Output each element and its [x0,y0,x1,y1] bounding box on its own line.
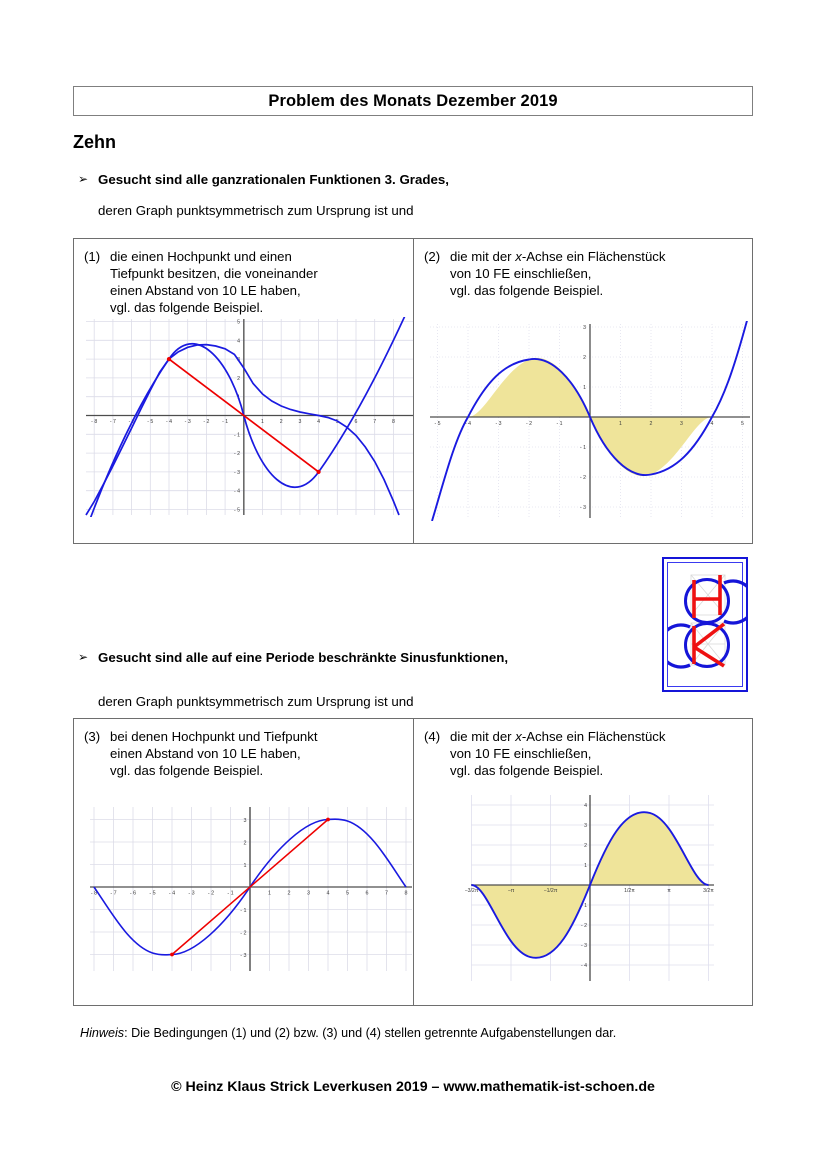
svg-text:- 3: - 3 [579,505,586,512]
condition-1-text [84,248,405,317]
svg-text:- 3: - 3 [495,421,502,428]
condition-3-text [84,728,405,779]
svg-text:3: 3 [583,325,586,332]
chart-2-y-ticklabels [580,325,586,511]
svg-text:- 3: - 3 [233,469,240,476]
conditions-table-2 [73,718,753,1006]
bullet-2-text: Gesucht sind alle auf eine Periode beschränkte Sinusfunktionen, [98,650,509,665]
svg-text:1: 1 [584,863,587,870]
hks-logo-inner-border [667,562,743,687]
condition-2-line-2: von 10 FE einschließen, [450,266,592,282]
chart-4-wrapper [424,785,744,985]
svg-text:- 2: - 2 [525,421,533,428]
condition-4-lines [450,728,744,779]
svg-text:1: 1 [237,394,240,401]
condition-3-lines [110,728,405,779]
svg-text:3: 3 [243,818,247,825]
svg-text:- 6: - 6 [128,418,135,425]
svg-text:- 4: - 4 [168,890,176,897]
condition-2-text [424,248,744,299]
chart-1-cubic-curve-smooth [86,317,409,517]
condition-2-number: (2) [424,249,441,264]
chart-1-wrapper [84,317,405,517]
condition-2-line-1-italic: x [515,249,522,264]
chart-3-marker-maximum [326,818,330,822]
condition-1-lines [110,248,405,317]
hks-logo-box [662,557,748,692]
svg-text:1: 1 [583,385,586,392]
bullet-arrow-icon-2: ➢ [78,650,89,664]
svg-text:- 5: - 5 [434,421,441,428]
svg-text:1: 1 [261,418,264,425]
svg-text:- 5: - 5 [149,890,156,897]
svg-text:- 3: - 3 [580,943,587,950]
svg-text:- 3: - 3 [184,418,191,425]
page-title: Problem des Monats Dezember 2019 [268,91,558,110]
svg-text:−3/2π: −3/2π [464,888,479,895]
svg-text:2: 2 [237,375,240,382]
svg-text:- 1: - 1 [240,908,247,915]
svg-text:- 4: - 4 [165,418,173,425]
svg-text:4: 4 [237,337,240,344]
chart-3-marker-minimum [170,953,174,957]
svg-text:6: 6 [354,418,358,425]
document-title-box [73,86,753,116]
condition-2-line-3: vgl. das folgende Beispiel. [450,283,604,299]
svg-text:- 2: - 2 [203,418,210,425]
svg-text:- 1: - 1 [580,903,587,910]
svg-text:3: 3 [237,356,240,363]
svg-text:- 5: - 5 [147,418,154,425]
chart-4-shaded-area-right [590,813,709,886]
svg-text:π: π [667,888,671,895]
note-rest: : Die Bedingungen (1) und (2) bzw. (3) und (4) stellen getrennte Aufgabenstellungen dar. [124,1026,617,1040]
svg-text:- 1: - 1 [579,445,586,452]
page-footer: © Heinz Klaus Strick Leverkusen 2019 – www.mathematik-ist-schoen.de [171,1079,655,1095]
svg-text:- 1: - 1 [556,421,563,428]
condition-2-line-1a: die mit der [450,249,516,264]
svg-text:2: 2 [649,421,653,428]
svg-text:3: 3 [298,418,302,425]
svg-text:- 1: - 1 [233,431,240,438]
section-headline: Zehn [73,132,116,152]
svg-text:1: 1 [243,863,247,870]
chart-1-cubic-curve [86,344,399,514]
bullet-1-subline: deren Graph punktsymmetrisch zum Ursprung ist und [98,203,414,218]
condition-4-text [424,728,744,779]
svg-text:3/2π: 3/2π [703,888,714,895]
condition-1-line-1: die einen Hochpunkt und einen [110,249,292,264]
svg-text:4: 4 [584,803,587,810]
svg-text:- 6: - 6 [129,890,137,897]
svg-text:7: 7 [385,890,388,897]
svg-text:2: 2 [279,418,283,425]
svg-text:4: 4 [710,421,714,428]
svg-text:- 1: - 1 [222,418,229,425]
condition-4-line-3: vgl. das folgende Beispiel. [450,763,604,779]
hks-logo [668,563,746,690]
chart-1-y-ticklabels [234,319,240,513]
svg-text:−1/2π: −1/2π [543,888,558,895]
condition-3-number: (3) [84,729,101,744]
condition-3-line-2: einen Abstand von 10 LE haben, [110,746,301,762]
condition-3-line-1: bei denen Hochpunkt und Tiefpunkt [110,729,318,744]
svg-text:- 8: - 8 [91,418,98,425]
svg-text:−π: −π [507,888,515,895]
condition-1-number: (1) [84,249,101,264]
svg-text:- 8: - 8 [90,890,98,897]
note-text [80,1026,616,1040]
condition-cell-4 [413,719,752,1005]
svg-text:- 2: - 2 [580,923,587,930]
svg-text:8: 8 [404,890,408,897]
svg-text:- 3: - 3 [240,953,247,960]
svg-text:3: 3 [584,823,587,830]
chart-2-wrapper [424,321,744,521]
conditions-table-1 [73,238,753,544]
bullet-item-1 [78,172,449,187]
svg-text:2: 2 [584,843,587,850]
svg-text:- 4: - 4 [580,963,587,970]
condition-cell-2 [413,239,752,543]
condition-4-line-2: von 10 FE einschließen, [450,746,592,762]
condition-cell-1 [74,239,413,543]
chart-4 [424,785,756,985]
bullet-arrow-icon: ➢ [78,172,89,186]
condition-4-line-1b: -Achse ein Flächenstück [521,729,666,744]
condition-cell-3 [74,719,413,1005]
chart-1-marker-maximum [167,357,171,361]
condition-2-line-1b: -Achse ein Flächenstück [521,249,666,264]
condition-2-lines [450,248,744,299]
condition-1-line-3: einen Abstand von 10 LE haben, [110,283,301,299]
svg-text:- 3: - 3 [188,890,195,897]
svg-text:2: 2 [287,890,291,897]
bullet-1-text: Gesucht sind alle ganzrationalen Funktionen 3. Grades, [98,172,449,187]
svg-text:1: 1 [268,890,271,897]
svg-text:5: 5 [741,421,744,428]
svg-text:1/2π: 1/2π [624,888,635,895]
chart-3 [84,793,416,983]
svg-text:3: 3 [680,421,683,428]
svg-text:- 4: - 4 [464,421,472,428]
condition-4-number: (4) [424,729,441,744]
chart-1 [84,317,416,517]
svg-text:4: 4 [326,890,330,897]
svg-text:2: 2 [583,355,586,362]
condition-4-line-1a: die mit der [450,729,516,744]
svg-text:- 2: - 2 [207,890,215,897]
svg-text:- 7: - 7 [110,890,117,897]
svg-text:8: 8 [391,418,395,425]
svg-text:- 2: - 2 [579,475,586,482]
chart-3-wrapper [84,793,408,983]
svg-text:- 4: - 4 [233,488,240,495]
svg-text:7: 7 [373,418,377,425]
svg-text:5: 5 [346,890,349,897]
logo-circle-upper [686,580,729,623]
svg-text:- 5: - 5 [233,507,240,514]
chart-2 [424,321,756,521]
svg-text:4: 4 [317,418,321,425]
svg-text:6: 6 [365,890,369,897]
condition-1-line-2: Tiefpunkt besitzen, die voneinander [110,266,318,282]
note-lead: Hinweis [80,1026,125,1040]
svg-text:- 1: - 1 [227,890,234,897]
bullet-item-2 [78,650,508,665]
chart-3-y-ticklabels [240,818,246,959]
chart-4-shaded-area-left [472,885,591,958]
svg-text:5: 5 [335,418,339,425]
chart-1-marker-minimum [317,469,321,473]
svg-text:3: 3 [307,890,310,897]
condition-4-line-1-italic: x [515,729,522,744]
condition-1-line-4: vgl. das folgende Beispiel. [110,300,264,316]
svg-text:- 2: - 2 [240,930,247,937]
svg-text:2: 2 [243,840,247,847]
svg-text:5: 5 [237,319,240,326]
svg-text:- 2: - 2 [233,450,240,457]
svg-text:1: 1 [619,421,622,428]
bullet-2-subline: deren Graph punktsymmetrisch zum Ursprung ist und [98,694,414,709]
svg-text:- 7: - 7 [109,418,116,425]
condition-3-line-3: vgl. das folgende Beispiel. [110,763,264,779]
